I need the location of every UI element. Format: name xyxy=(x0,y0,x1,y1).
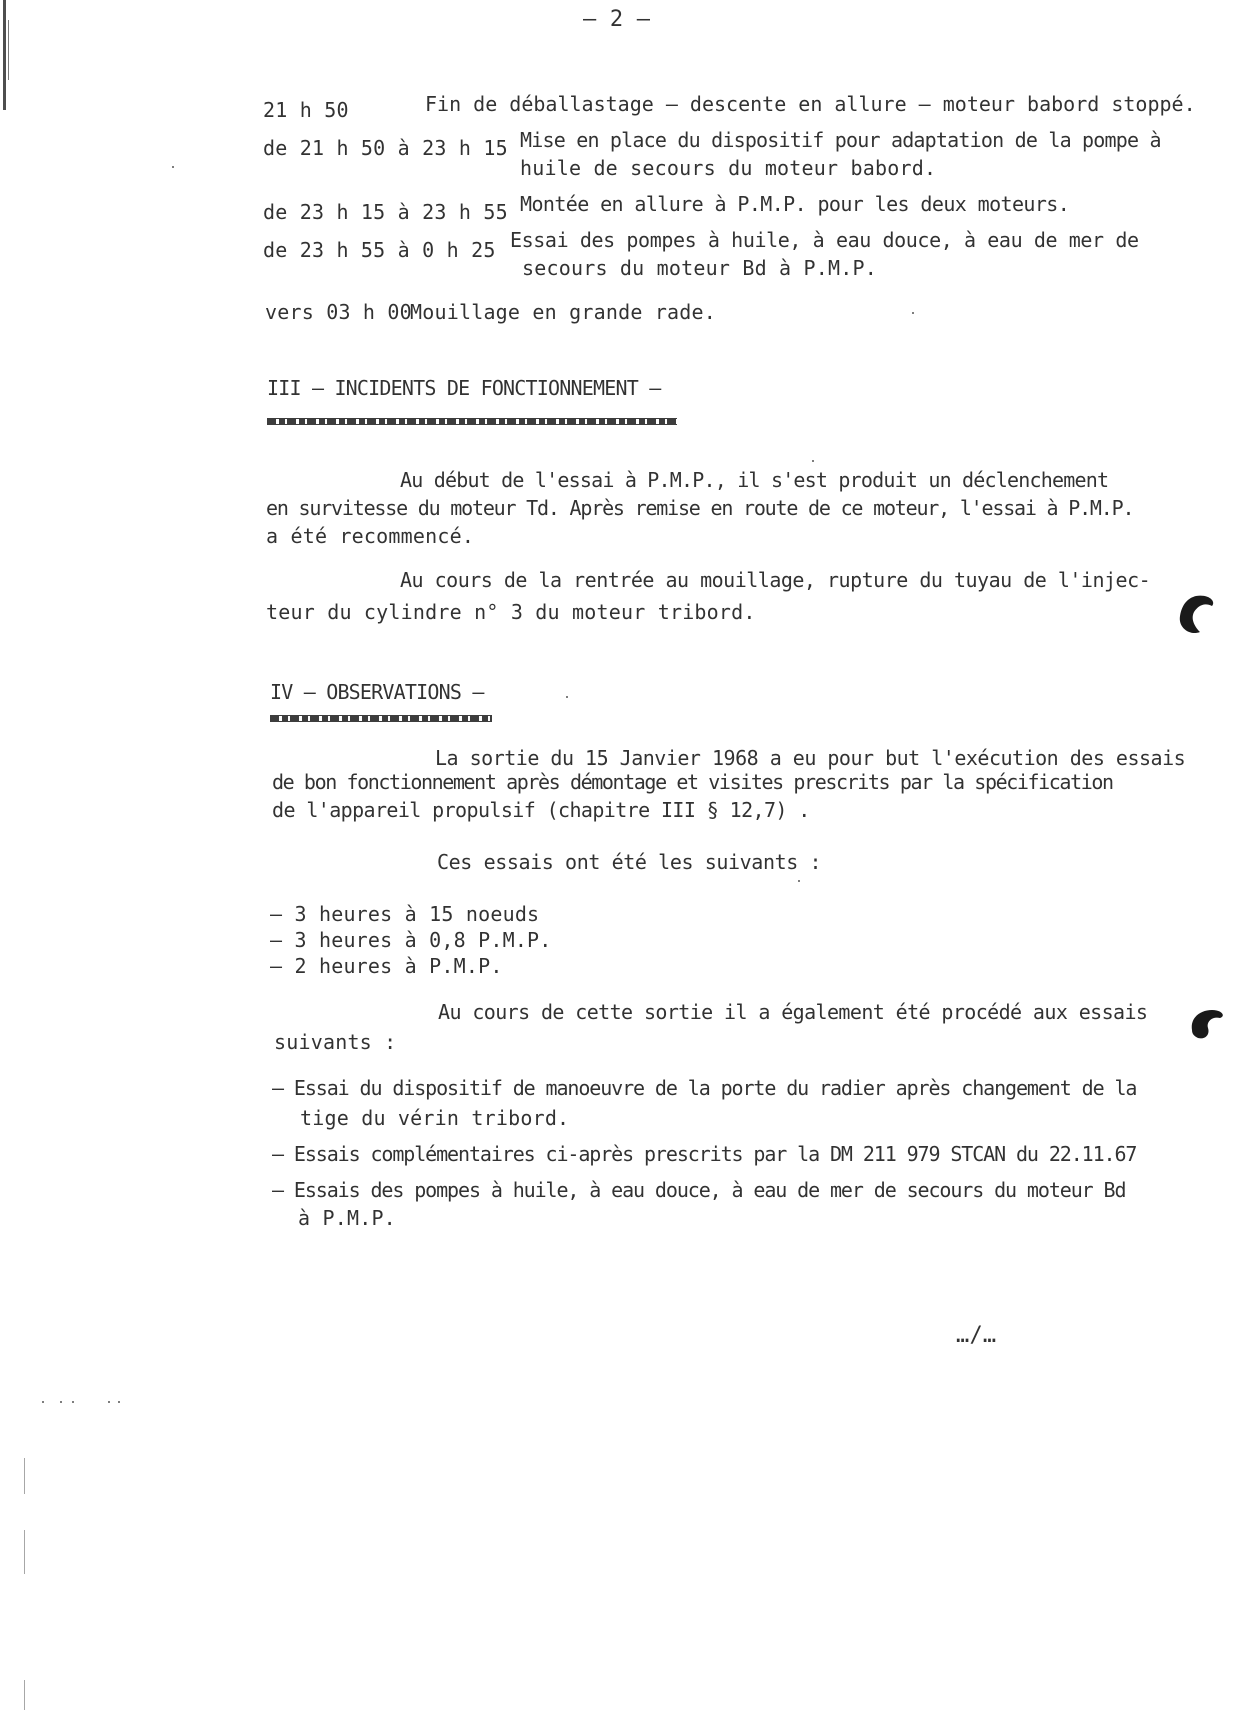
section4-item-2-line1: – Essais complémentaires ci-après prescrits par la DM 211 979 STCAN du 22.11.67 xyxy=(272,1142,1137,1166)
section3-para2-line1: Au cours de la rentrée au mouillage, rupture du tuyau de l'injec- xyxy=(400,568,1151,592)
scan-speck xyxy=(812,460,814,462)
section4-para1-line2: de bon fonctionnement après démontage et visites prescrits par la spécification xyxy=(272,770,1113,794)
schedule-text-1: Fin de déballastage – descente en allure – moteur babord stoppé. xyxy=(425,92,1196,116)
schedule-time-5: vers 03 h 00 xyxy=(265,300,412,324)
section4-item-3-line1: – Essais des pompes à huile, à eau douce, à eau de mer de secours du moteur Bd xyxy=(272,1178,1126,1202)
scan-speck xyxy=(798,880,800,882)
schedule-text-4b: secours du moteur Bd à P.M.P. xyxy=(522,256,877,280)
section4-heading: IV – OBSERVATIONS – xyxy=(270,680,484,704)
scan-speck xyxy=(566,696,568,698)
section4-para2-line2: suivants : xyxy=(274,1030,397,1054)
section4-intro: Ces essais ont été les suivants : xyxy=(437,850,822,874)
schedule-text-2: Mise en place du dispositif pour adaptation de la pompe à xyxy=(520,128,1161,152)
left-margin-mark-2 xyxy=(8,20,9,80)
scan-speck xyxy=(60,1401,62,1403)
schedule-text-4: Essai des pompes à huile, à eau douce, à eau de mer de xyxy=(510,228,1139,252)
schedule-time-1: 21 h 50 xyxy=(263,98,349,122)
section4-list-item-3: – 2 heures à P.M.P. xyxy=(270,954,503,978)
section3-para1-line3: a été recommencé. xyxy=(266,524,475,548)
scan-speck xyxy=(72,1401,74,1403)
schedule-text-2b: huile de secours du moteur babord. xyxy=(520,156,937,180)
ink-blot xyxy=(1176,592,1216,640)
section3-para1-line1: Au début de l'essai à P.M.P., il s'est produit un déclenchement xyxy=(400,468,1109,492)
schedule-text-5: Mouillage en grande rade. xyxy=(410,300,717,324)
scan-speck xyxy=(108,1401,110,1403)
scan-speck xyxy=(912,312,914,314)
page-number: – 2 – xyxy=(583,7,651,32)
section4-list-item-1: – 3 heures à 15 noeuds xyxy=(270,902,540,926)
section3-underline xyxy=(267,418,677,425)
continuation-mark: …/… xyxy=(956,1323,997,1348)
section3-heading: III – INCIDENTS DE FONCTIONNEMENT – xyxy=(267,376,661,400)
schedule-time-3: de 23 h 15 à 23 h 55 xyxy=(263,200,508,224)
section4-para2-line1: Au cours de cette sortie il a également été procédé aux essais xyxy=(438,1000,1148,1024)
section4-item-3-line2: à P.M.P. xyxy=(298,1206,396,1230)
section4-item-1-line2: tige du vérin tribord. xyxy=(300,1106,570,1130)
schedule-time-2: de 21 h 50 à 23 h 15 xyxy=(263,136,508,160)
schedule-text-3: Montée en allure à P.M.P. pour les deux moteurs. xyxy=(520,192,1070,216)
section4-para1-line1: La sortie du 15 Janvier 1968 a eu pour but l'exécution des essais xyxy=(435,746,1186,770)
ink-blot-2 xyxy=(1186,1006,1226,1042)
scan-speck xyxy=(118,1401,120,1403)
schedule-time-4: de 23 h 55 à 0 h 25 xyxy=(263,238,496,262)
scan-speck xyxy=(42,1401,44,1403)
section3-para1-line2: en survitesse du moteur Td. Après remise en route de ce moteur, l'essai à P.M.P. xyxy=(266,496,1134,520)
left-margin-mark-5 xyxy=(24,1680,25,1710)
section4-para1-line3: de l'appareil propulsif (chapitre III § 12,7) . xyxy=(272,798,810,822)
left-margin-mark xyxy=(3,0,6,110)
section4-underline xyxy=(270,715,492,722)
left-margin-mark-3 xyxy=(24,1458,25,1494)
section4-item-1-line1: – Essai du dispositif de manoeuvre de la porte du radier après changement de la xyxy=(272,1076,1137,1100)
section4-list-item-2: – 3 heures à 0,8 P.M.P. xyxy=(270,928,552,952)
scan-speck xyxy=(172,166,174,168)
section3-para2-line2: teur du cylindre n° 3 du moteur tribord. xyxy=(266,600,756,624)
left-margin-mark-4 xyxy=(24,1530,25,1574)
